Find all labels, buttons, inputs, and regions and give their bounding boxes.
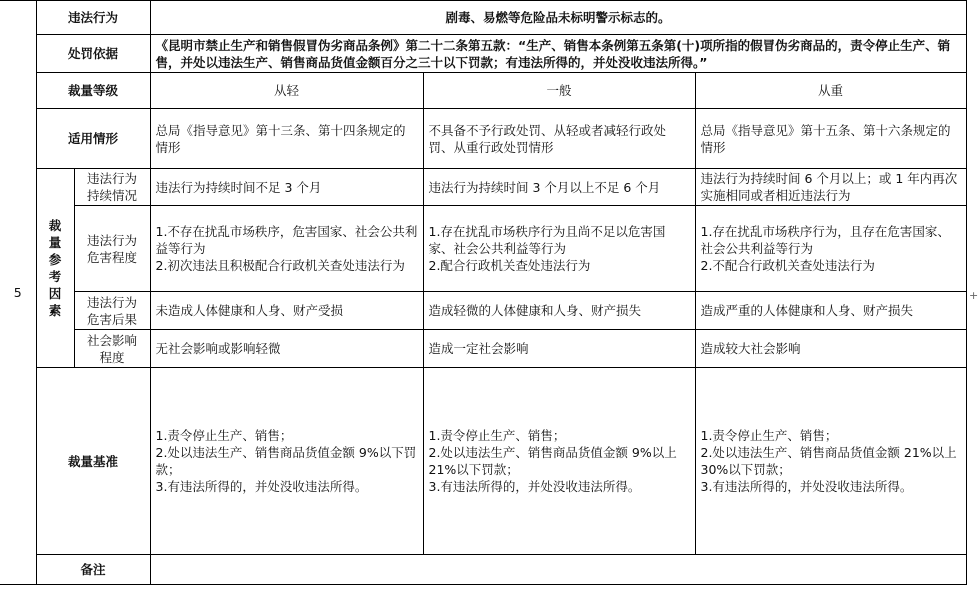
row-factor-influence — [0, 330, 966, 368]
violation-label: 违法行为 — [36, 1, 150, 35]
row-factor-duration — [0, 169, 966, 206]
grade-light: 从轻 — [150, 73, 423, 109]
factor-influence-light: 无社会影响或影响轻微 — [150, 330, 423, 368]
row-grade — [0, 73, 966, 109]
remark-label: 备注 — [36, 555, 150, 585]
factor-harm-normal: 1.存在扰乱市场秩序行为且尚不足以危害国家、社会公共利益等行为 2.配合行政机关查处违法行为 — [423, 206, 695, 292]
factor-influence-heavy: 造成较大社会影响 — [695, 330, 966, 368]
factor-harm-heavy: 1.存在扰乱市场秩序行为，且存在危害国家、社会公共利益等行为 2.不配合行政机关查处违法行为 — [695, 206, 966, 292]
row-standard — [0, 368, 966, 555]
row-basis — [0, 35, 966, 73]
factor-consequence-heavy: 造成严重的人体健康和人身、财产损失 — [695, 292, 966, 330]
factor-duration-heavy: 违法行为持续时间 6 个月以上；或 1 年内再次实施相同或者相近违法行为 — [695, 169, 966, 206]
standard-normal: 1.责令停止生产、销售； 2.处以违法生产、销售商品货值金额 9%以上 21%以下罚款； 3.有违法所得的，并处没收违法所得。 — [423, 368, 695, 555]
basis-value: 《昆明市禁止生产和销售假冒伪劣商品条例》第二十二条第五款：“生产、销售本条例第五条第(十)项所指的假冒伪劣商品的，责令停止生产、销售，并处以违法生产、销售商品货值金额百分之三十以下罚款；有违法所得的，并处没收违法所得。” — [150, 35, 966, 73]
factor-label-duration: 违法行为 持续情况 — [74, 169, 150, 206]
grade-label: 裁量等级 — [36, 73, 150, 109]
row-factor-harm — [0, 206, 966, 292]
basis-label: 处罚依据 — [36, 35, 150, 73]
applicable-label: 适用情形 — [36, 109, 150, 169]
factor-label-consequence: 违法行为 危害后果 — [74, 292, 150, 330]
factor-influence-normal: 造成一定社会影响 — [423, 330, 695, 368]
factor-label-influence: 社会影响 程度 — [74, 330, 150, 368]
factor-duration-normal: 违法行为持续时间 3 个月以上不足 6 个月 — [423, 169, 695, 206]
factor-consequence-normal: 造成轻微的人体健康和人身、财产损失 — [423, 292, 695, 330]
standard-label: 裁量基准 — [36, 368, 150, 555]
factor-consequence-light: 未造成人体健康和人身、财产受损 — [150, 292, 423, 330]
factors-label: 裁 量 参 考 因 素 — [36, 169, 74, 368]
row-index: 5 — [0, 1, 36, 585]
row-factor-consequence — [0, 292, 966, 330]
violation-value: 剧毒、易燃等危险品未标明警示标志的。 — [150, 1, 966, 35]
row-remark — [0, 555, 966, 585]
factor-duration-light: 违法行为持续时间不足 3 个月 — [150, 169, 423, 206]
standard-light: 1.责令停止生产、销售； 2.处以违法生产、销售商品货值金额 9%以下罚款； 3.有违法所得的，并处没收违法所得。 — [150, 368, 423, 555]
factor-harm-light: 1.不存在扰乱市场秩序，危害国家、社会公共利益等行为 2.初次违法且积极配合行政机关查处违法行为 — [150, 206, 423, 292]
table-resize-handle-icon[interactable]: + — [969, 289, 978, 302]
row-applicable — [0, 109, 966, 169]
factor-label-harm: 违法行为 危害程度 — [74, 206, 150, 292]
applicable-heavy: 总局《指导意见》第十五条、第十六条规定的情形 — [695, 109, 966, 169]
grade-heavy: 从重 — [695, 73, 966, 109]
applicable-light: 总局《指导意见》第十三条、第十四条规定的情形 — [150, 109, 423, 169]
row-violation — [0, 1, 966, 35]
applicable-normal: 不具备不予行政处罚、从轻或者减轻行政处罚、从重行政处罚情形 — [423, 109, 695, 169]
standard-heavy: 1.责令停止生产、销售； 2.处以违法生产、销售商品货值金额 21%以上 30%以下罚款； 3.有违法所得的，并处没收违法所得。 — [695, 368, 966, 555]
grade-normal: 一般 — [423, 73, 695, 109]
remark-value — [150, 555, 966, 585]
